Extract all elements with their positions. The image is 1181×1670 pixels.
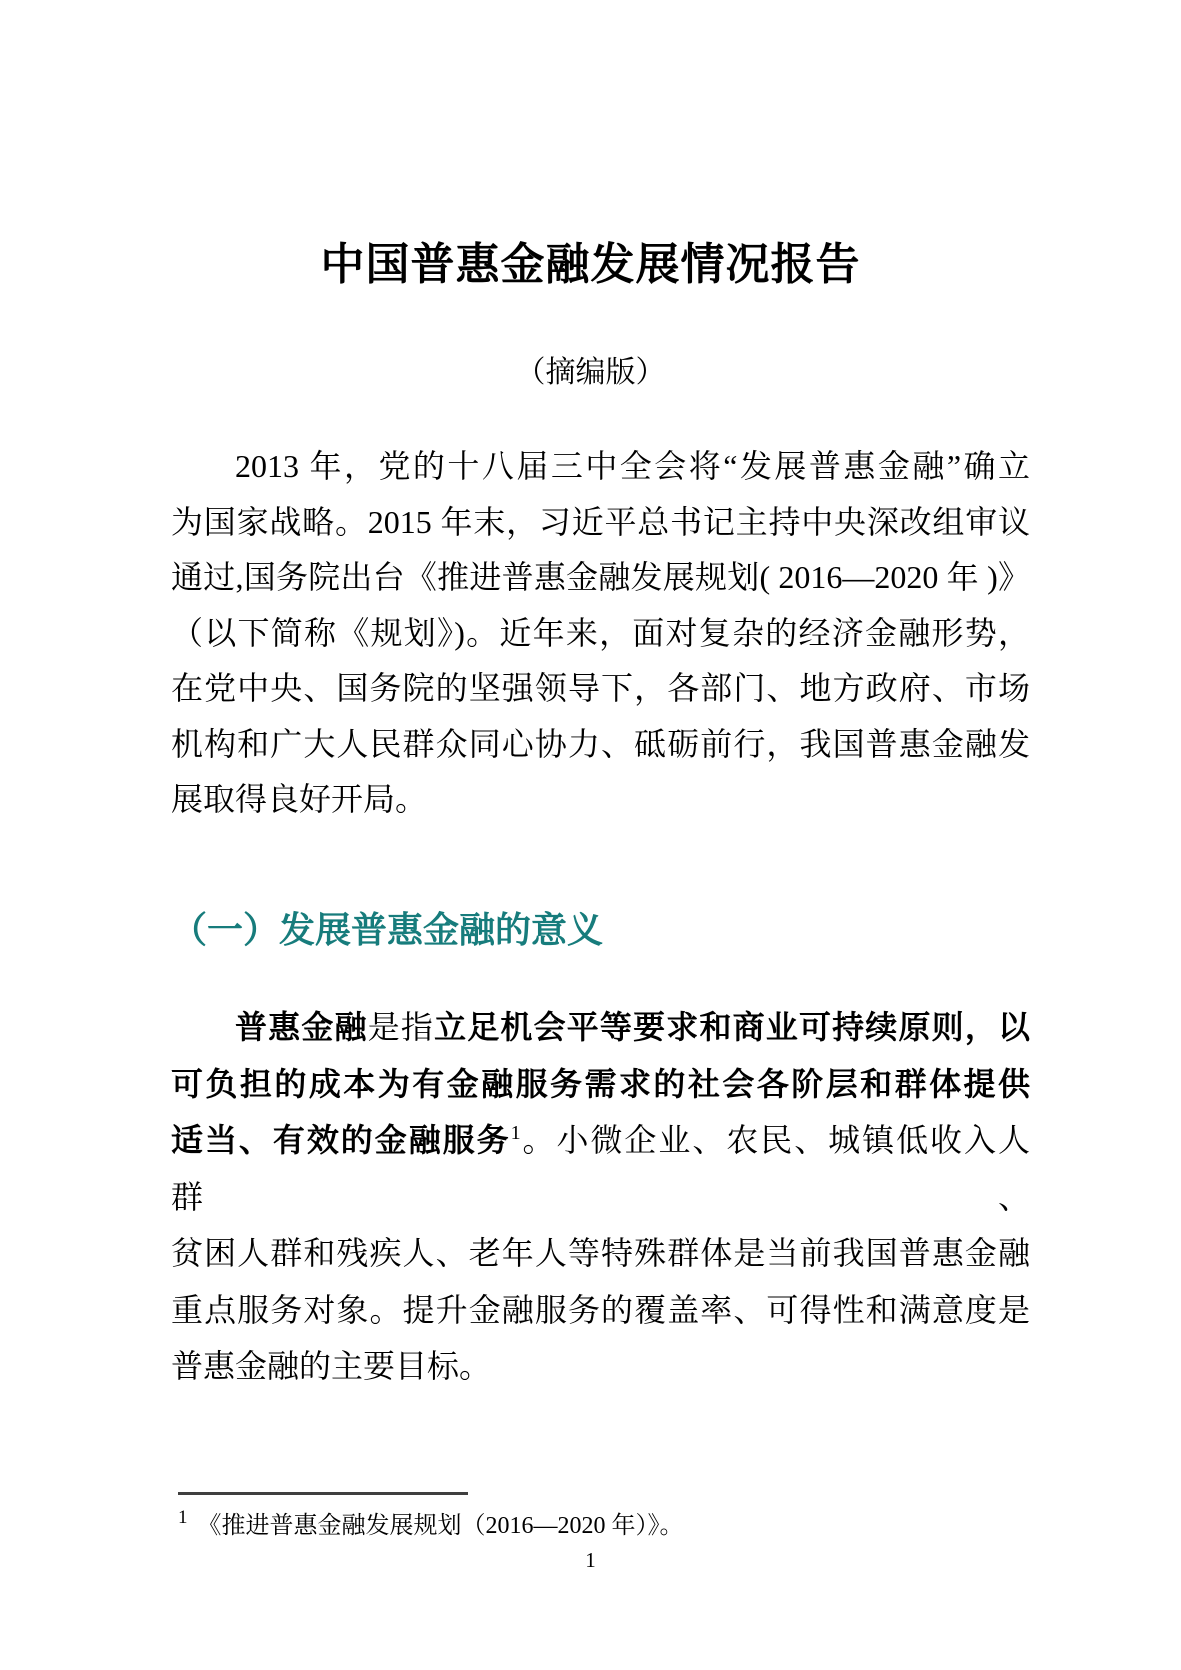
text-line — [171, 1338, 1030, 1395]
text-line — [171, 1282, 1030, 1339]
text-line — [171, 1112, 1030, 1225]
footnote — [178, 1508, 948, 1544]
definition-paragraph — [171, 999, 1030, 1395]
text-segment: 机构和广大人民群众同心协力、砥砺前行，我国普惠金融发 — [171, 725, 1030, 762]
text-line — [171, 1225, 1030, 1282]
text-segment: 是指 — [367, 1009, 435, 1045]
document-title: 中国普惠金融发展情况报告 — [320, 240, 861, 289]
section-heading-1: （一）发展普惠金融的意义 — [171, 909, 604, 950]
text-segment: （以下简称《规划》)。近年来，面对复杂的经济金融形势， — [171, 614, 1030, 651]
text-segment: 。小微企业、农民、城镇低收入人群、 — [171, 1122, 1030, 1215]
text-segment: 立足机会平等要求和商业可持续原则，以 — [434, 1009, 1030, 1045]
text-line — [171, 606, 1030, 662]
footnote-reference: 1 — [510, 1122, 521, 1144]
text-line — [171, 1056, 1030, 1113]
document-subtitle: （摘编版） — [515, 356, 666, 389]
footnote-separator — [178, 1492, 468, 1495]
text-line — [171, 661, 1030, 717]
text-segment: 重点服务对象。提升金融服务的覆盖率、可得性和满意度是 — [171, 1291, 1030, 1328]
text-segment: 普惠金融 — [235, 1009, 368, 1045]
text-segment: 贫困人群和残疾人、老年人等特殊群体是当前我国普惠金融 — [171, 1235, 1030, 1271]
text-line — [171, 999, 1030, 1056]
text-line — [171, 495, 1030, 551]
text-segment: 为国家战略。2015 年末，习近平总书记主持中央深改组审议 — [171, 503, 1030, 540]
text-segment: 普惠金融的主要目标。 — [171, 1348, 492, 1384]
footnote-text: 《推进普惠金融发展规划（2016—2020 年）》。 — [197, 1513, 684, 1539]
text-line — [171, 550, 1030, 606]
text-line — [171, 717, 1030, 773]
text-segment: 在党中央、国务院的坚强领导下，各部门、地方政府、市场 — [171, 670, 1030, 706]
text-line — [171, 772, 1030, 828]
text-segment: 展取得良好开局。 — [171, 781, 428, 817]
intro-paragraph — [171, 439, 1030, 828]
page-number: 1 — [585, 1548, 596, 1572]
text-segment: 2013 年，党的十八届三中全会将“发展普惠金融”确立 — [235, 448, 1030, 484]
footnote-marker: 1 — [178, 1507, 188, 1528]
text-segment: 适当、有效的金融服务 — [171, 1122, 511, 1158]
text-segment: 通过,国务院出台《推进普惠金融发展规划( 2016—2020 年 )》 — [171, 559, 1030, 595]
text-line — [171, 439, 1030, 495]
text-segment: 可负担的成本为有金融服务需求的社会各阶层和群体提供 — [171, 1065, 1030, 1102]
